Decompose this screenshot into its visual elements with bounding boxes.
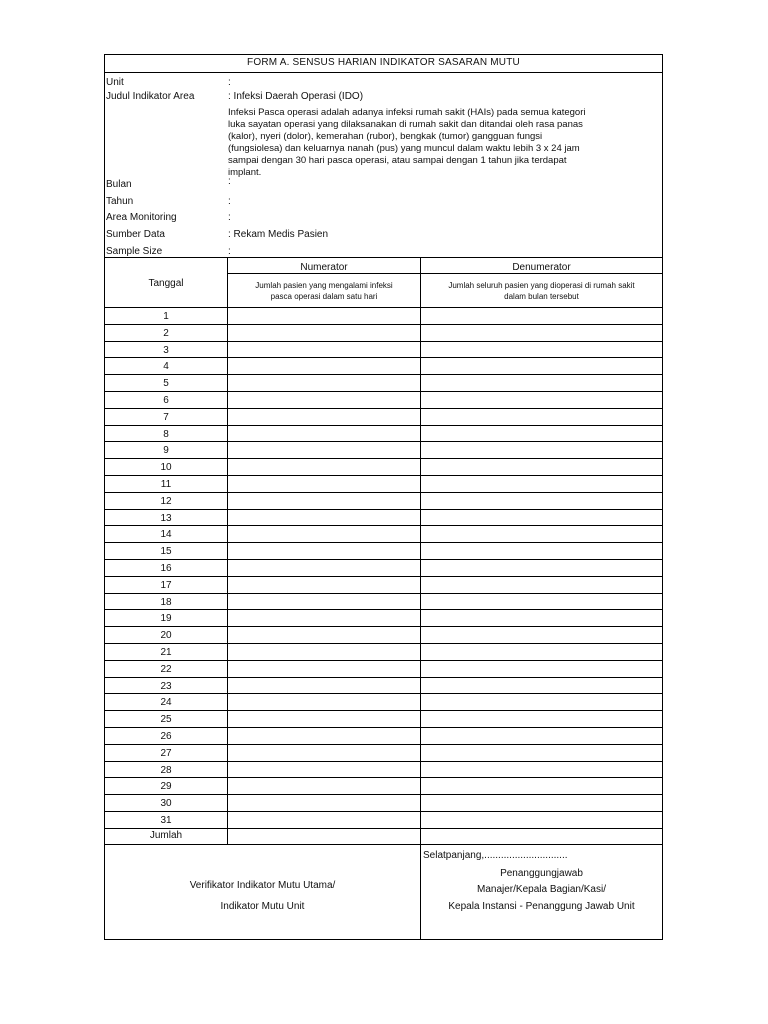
denumerator-cell[interactable]: [421, 510, 662, 525]
day-number: 25: [160, 714, 172, 725]
day-number: 13: [160, 513, 172, 524]
day-number: 14: [160, 529, 172, 540]
divider: [105, 257, 662, 258]
day-number: 4: [163, 361, 169, 372]
day-number: 30: [160, 798, 172, 809]
numerator-cell[interactable]: [228, 409, 420, 424]
denumerator-cell[interactable]: [421, 459, 662, 474]
numerator-cell[interactable]: [228, 661, 420, 676]
numerator-cell[interactable]: [228, 375, 420, 390]
day-number: 12: [160, 496, 172, 507]
denumerator-cell[interactable]: [421, 543, 662, 558]
numerator-cell[interactable]: [228, 342, 420, 357]
numerator-cell[interactable]: [228, 594, 420, 609]
divider: [105, 844, 662, 845]
numerator-cell[interactable]: [228, 745, 420, 760]
denumerator-cell[interactable]: [421, 426, 662, 441]
denumerator-cell[interactable]: [421, 342, 662, 357]
numerator-cell[interactable]: [228, 526, 420, 541]
place-date[interactable]: Selatpanjang,..............................: [423, 850, 568, 861]
day-number: 23: [160, 681, 172, 692]
numerator-cell[interactable]: [228, 694, 420, 709]
numerator-cell[interactable]: [228, 795, 420, 810]
numerator-cell[interactable]: [228, 678, 420, 693]
denumerator-cell[interactable]: [421, 745, 662, 760]
denumerator-cell[interactable]: [421, 610, 662, 625]
responsible-position: Manajer/Kepala Bagian/Kasi/: [477, 884, 606, 895]
definition-line: (kalor), nyeri (dolor), kemerahan (rubor), bengkak (tumor) gangguan fungsi: [228, 131, 543, 142]
numerator-cell[interactable]: [228, 325, 420, 340]
denumerator-description: [421, 280, 662, 302]
day-number: 31: [160, 815, 172, 826]
day-number: 2: [163, 328, 169, 339]
denumerator-cell[interactable]: [421, 308, 662, 323]
denumerator-cell[interactable]: [421, 476, 662, 491]
numerator-cell[interactable]: [228, 711, 420, 726]
numerator-cell[interactable]: [228, 812, 420, 827]
numerator-desc-line: pasca operasi dalam satu hari: [270, 292, 378, 301]
numerator-cell[interactable]: [228, 610, 420, 625]
denumerator-cell[interactable]: [421, 778, 662, 793]
day-number: 6: [163, 395, 169, 406]
day-number: 27: [160, 748, 172, 759]
definition-line: (fungsiolesa) dan keluarnya nanah (pus) yang muncul dalam waktu lebih 3 x 24 jam: [228, 143, 580, 154]
numerator-total-cell[interactable]: [228, 827, 420, 843]
day-number: 10: [160, 462, 172, 473]
day-number: 21: [160, 647, 172, 658]
tanggal-header: Tanggal: [148, 278, 184, 289]
sumber-value: : Rekam Medis Pasien: [228, 229, 329, 240]
day-number: 11: [160, 479, 172, 490]
sumber-label: Sumber Data: [106, 229, 165, 240]
denumerator-desc-line: dalam bulan tersebut: [504, 292, 579, 301]
unit-value[interactable]: :: [228, 77, 231, 88]
day-number: 1: [163, 311, 169, 322]
day-number: 18: [160, 597, 172, 608]
day-number: 29: [160, 781, 172, 792]
judul-label: Judul Indikator Area: [106, 91, 195, 102]
total-label: Jumlah: [149, 830, 183, 841]
denumerator-cell[interactable]: [421, 812, 662, 827]
definition-text: [228, 107, 660, 179]
numerator-cell[interactable]: [228, 543, 420, 558]
day-number: 20: [160, 630, 172, 641]
denumerator-cell[interactable]: [421, 358, 662, 373]
denumerator-cell[interactable]: [421, 678, 662, 693]
bulan-label: Bulan: [106, 179, 132, 190]
verifier-title: Verifikator Indikator Mutu Utama/: [189, 880, 336, 891]
day-number: 17: [160, 580, 172, 591]
denumerator-cell[interactable]: [421, 594, 662, 609]
bulan-value[interactable]: :: [228, 176, 231, 187]
denumerator-cell[interactable]: [421, 526, 662, 541]
denumerator-cell[interactable]: [421, 409, 662, 424]
definition-line: implant.: [228, 167, 262, 178]
census-form: [104, 54, 663, 940]
day-number: 3: [163, 345, 169, 356]
numerator-description: [228, 280, 420, 302]
numerator-cell[interactable]: [228, 476, 420, 491]
tahun-value[interactable]: :: [228, 196, 231, 207]
numerator-cell[interactable]: [228, 510, 420, 525]
denumerator-cell[interactable]: [421, 694, 662, 709]
responsible-title: Penanggungjawab: [500, 868, 583, 879]
sample-value[interactable]: :: [228, 246, 231, 257]
denumerator-cell[interactable]: [421, 325, 662, 340]
denumerator-cell[interactable]: [421, 627, 662, 642]
area-value[interactable]: :: [228, 212, 231, 223]
numerator-cell[interactable]: [228, 778, 420, 793]
numerator-cell[interactable]: [228, 392, 420, 407]
definition-line: sampai dengan 30 hari pasca operasi, atau sampai dengan 1 tahun jika terdapat: [228, 155, 567, 166]
denumerator-cell[interactable]: [421, 644, 662, 659]
denumerator-cell[interactable]: [421, 661, 662, 676]
numerator-cell[interactable]: [228, 308, 420, 323]
denumerator-cell[interactable]: [421, 795, 662, 810]
day-number: 16: [160, 563, 172, 574]
definition-line: luka sayatan operasi yang dilaksanakan di rumah sakit dan ditandai oleh rasa panas: [228, 119, 583, 130]
divider: [227, 273, 662, 274]
day-number: 9: [163, 445, 169, 456]
day-number: 19: [160, 613, 172, 624]
judul-value: : Infeksi Daerah Operasi (IDO): [228, 91, 364, 102]
numerator-cell[interactable]: [228, 493, 420, 508]
numerator-desc-line: Jumlah pasien yang mengalami infeksi: [255, 281, 393, 290]
denumerator-desc-line: Jumlah seluruh pasien yang dioperasi di rumah sakit: [448, 281, 635, 290]
verifier-subtitle: Indikator Mutu Unit: [220, 901, 305, 912]
denumerator-cell[interactable]: [421, 375, 662, 390]
numerator-cell[interactable]: [228, 358, 420, 373]
denumerator-cell[interactable]: [421, 493, 662, 508]
denumerator-cell[interactable]: [421, 711, 662, 726]
unit-label: Unit: [106, 77, 124, 88]
denumerator-cell[interactable]: [421, 762, 662, 777]
day-number: 22: [160, 664, 172, 675]
numerator-cell[interactable]: [228, 627, 420, 642]
numerator-header: Numerator: [300, 262, 348, 273]
numerator-cell[interactable]: [228, 560, 420, 575]
denumerator-cell[interactable]: [421, 392, 662, 407]
numerator-cell[interactable]: [228, 459, 420, 474]
form-title: FORM A. SENSUS HARIAN INDIKATOR SASARAN MUTU: [247, 57, 520, 68]
numerator-cell[interactable]: [228, 426, 420, 441]
denumerator-cell[interactable]: [421, 728, 662, 743]
area-label: Area Monitoring: [106, 212, 177, 223]
denumerator-cell[interactable]: [421, 560, 662, 575]
day-number: 8: [163, 429, 169, 440]
numerator-cell[interactable]: [228, 577, 420, 592]
numerator-cell[interactable]: [228, 644, 420, 659]
day-number: 7: [163, 412, 169, 423]
column-divider: [227, 257, 228, 844]
denumerator-total-cell[interactable]: [421, 827, 662, 843]
tahun-label: Tahun: [106, 196, 134, 207]
day-number: 5: [163, 378, 169, 389]
numerator-cell[interactable]: [228, 442, 420, 457]
day-number: 24: [160, 697, 172, 708]
sample-label: Sample Size: [106, 246, 163, 257]
column-divider: [420, 257, 421, 939]
numerator-cell[interactable]: [228, 728, 420, 743]
definition-line: Infeksi Pasca operasi adalah adanya infeksi rumah sakit (HAIs) pada semua kategori: [228, 107, 586, 118]
denumerator-cell[interactable]: [421, 442, 662, 457]
responsible-unit: Kepala Instansi - Penanggung Jawab Unit: [448, 901, 635, 912]
denumerator-header: Denumerator: [512, 262, 571, 273]
numerator-cell[interactable]: [228, 762, 420, 777]
day-number: 15: [160, 546, 172, 557]
denumerator-cell[interactable]: [421, 577, 662, 592]
divider: [105, 72, 662, 73]
day-number: 28: [160, 765, 172, 776]
day-number: 26: [160, 731, 172, 742]
